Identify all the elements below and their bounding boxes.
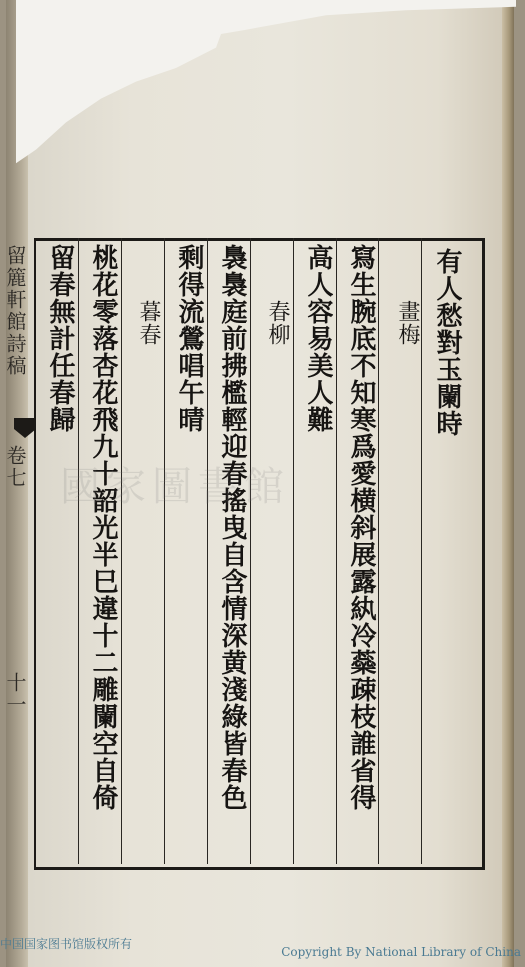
watermark: 國家圖書館	[60, 464, 290, 510]
poem-line: 裊裊庭前拂檻輕迎春搖曳自含情深黄淺綠皆春色	[217, 244, 247, 811]
column-rule	[378, 238, 379, 864]
poem-line: 有人愁對玉闌時	[432, 248, 462, 437]
copyright-en: Copyright By National Library of China	[281, 945, 521, 959]
poem-line: 桃花零落杏花飛九十韶光半巳違十二雕闌空自倚	[88, 244, 118, 811]
column-rule	[250, 238, 251, 864]
column-rule	[121, 238, 122, 864]
column-rule	[78, 238, 79, 864]
poem-line: 剩得流鶯唱午晴	[174, 244, 204, 433]
banxin-book-title: 留簏軒館詩稿	[3, 245, 27, 377]
page-edge	[502, 0, 514, 967]
poem-title: 暮春	[136, 300, 161, 346]
poem-line: 留春無計任春歸	[45, 244, 75, 433]
poem-line: 寫生腕底不知寒爲愛横斜展露紈冷蘂疎枝誰省得	[346, 244, 376, 811]
poem-line: 高人容易美人難	[303, 244, 333, 433]
poem-title: 畫梅	[395, 300, 420, 346]
banxin-page-number: 十一	[3, 672, 27, 716]
column-rule	[293, 238, 294, 864]
column-rule	[164, 238, 165, 864]
banxin-volume: 卷七	[3, 445, 27, 489]
poem-title: 春柳	[265, 300, 290, 346]
column-rule	[336, 238, 337, 864]
column-rule	[207, 238, 208, 864]
copyright-cn: 中国国家图书馆版权所有	[0, 937, 133, 951]
